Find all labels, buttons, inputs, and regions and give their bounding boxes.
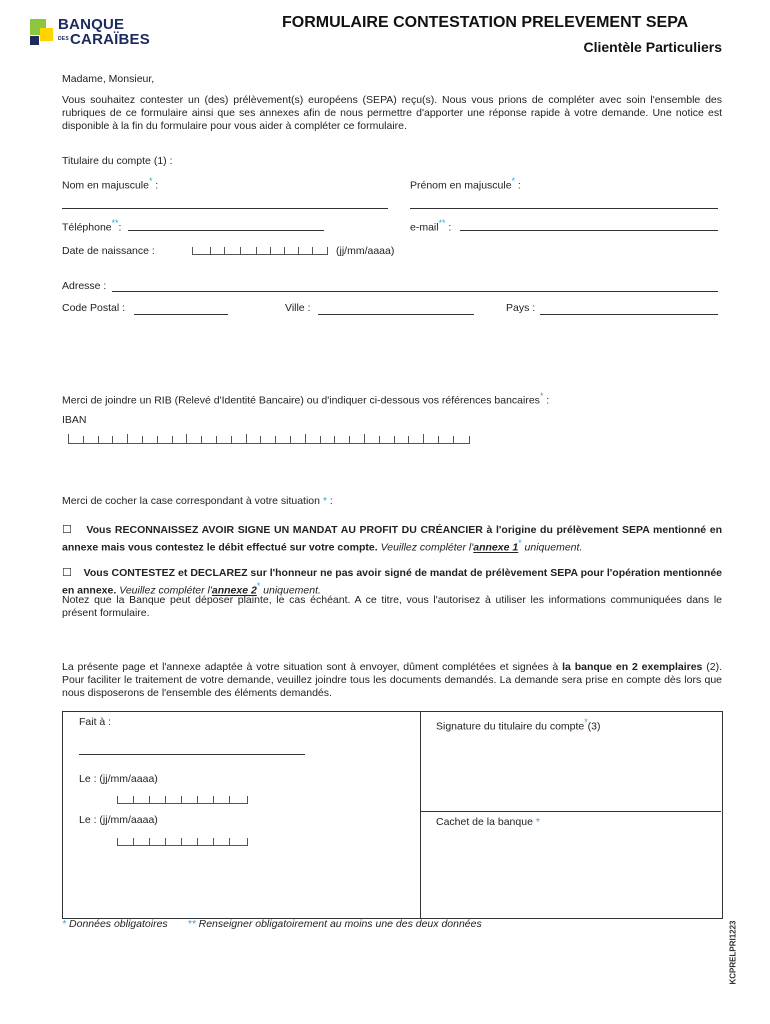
rib-instruction-text: Merci de joindre un RIB (Relevé d'Identité Bancaire) ou d'indiquer ci-dessous vos références bancaires [62,394,540,407]
iban-char-box[interactable] [379,436,395,444]
required-marker: * [539,391,544,401]
one-of-two-marker: ** [438,218,446,228]
option-1-checkbox[interactable]: ☐ [62,523,72,536]
code-postal-field[interactable] [134,314,228,315]
label-colon: : [152,179,159,192]
iban-char-box[interactable] [216,436,232,444]
label-colon: : [118,221,122,234]
label-colon: : [326,495,333,507]
option-1 [62,523,722,555]
brand-line1: BANQUE [58,16,125,33]
iban-char-box[interactable] [83,436,99,444]
dob-label: Date de naissance : [62,245,155,257]
option-1-instruction: Veuillez compléter l' [380,541,474,554]
iban-char-box[interactable] [320,436,336,444]
email-label [410,218,451,234]
intro-paragraph: Vous souhaitez contester un (des) prélèvement(s) européens (SEPA) reçu(s). Nous vous prions de compléter avec soin l'ensemble des rubriques de ce formulaire ainsi que ses annexes afin de nous permettre d'apporter une réponse rapide à votre demande. Une notice est disponible à la fin du formulaire pour vous aider à compléter ce formulaire. [62,94,722,132]
sending-part2: (2). Pour faciliter le traitement de votre demande, veuillez joindre tous les documents demandés. La demande sera prise en compte dès lors que nous disposerons de l'ensemble des éléments demandés. [62,661,722,699]
option-2-instruction: Veuillez compléter l' [119,584,212,597]
signature-table [62,711,723,919]
iban-char-box[interactable] [186,434,202,444]
iban-char-box[interactable] [438,436,454,444]
option-2-checkbox[interactable]: ☐ [62,566,72,579]
table-divider-horizontal [421,811,721,812]
iban-char-box[interactable] [290,436,306,444]
sending-bold: la banque en 2 exemplaires [562,661,703,673]
rib-instruction [62,391,549,407]
iban-char-box[interactable] [231,436,247,444]
iban-char-box[interactable] [98,436,114,444]
iban-char-box[interactable] [127,434,143,444]
table-divider-vertical [420,711,421,918]
telephone-label [62,218,121,234]
situation-instruction-text: Merci de cocher la case correspondant à votre situation [62,495,320,507]
cachet-label-text: Cachet de la banque [436,816,533,828]
logo-yellow-square [40,28,53,41]
nom-label-text: Nom en majuscule [62,179,149,192]
required-marker: * [584,717,588,727]
form-subtitle: Clientèle Particuliers [583,39,722,55]
adresse-label: Adresse : [62,280,107,292]
code-postal-label: Code Postal : [62,302,126,314]
complaint-note: Notez que la Banque peut déposer plainte, le cas échéant. A ce titre, vous l'autorisez à utiliser les informations communiquées dans le présent formulaire. [62,594,722,619]
required-marker: * [62,918,67,930]
option-2-end: uniquement. [263,584,321,597]
cachet-label [436,816,540,828]
iban-char-box[interactable] [394,436,410,444]
label-colon: : [514,179,521,192]
iban-char-box[interactable] [334,436,350,444]
required-marker: * [256,581,261,591]
annex-1-ref: annexe 1 [473,541,519,554]
dob-format: (jj/mm/aaaa) [336,245,395,257]
signature-ref: (3) [587,720,601,733]
required-marker: * [322,495,327,507]
date1-label: Le : (jj/mm/aaaa) [79,773,158,785]
telephone-label-text: Téléphone [62,221,112,234]
required-marker: * [535,816,540,828]
iban-char-box[interactable] [260,436,276,444]
situation-instruction [62,495,333,507]
iban-char-box[interactable] [305,434,321,444]
sending-part1: La présente page et l'annexe adaptée à votre situation sont à envoyer, dûment complétées et signées à [62,661,563,673]
iban-char-box[interactable] [364,434,380,444]
required-marker: * [518,538,522,548]
footer-notes [62,918,482,930]
brand-line2: CARAÏBES [70,31,150,48]
annex-2-ref: annexe 2 [211,584,257,597]
iban-char-box[interactable] [246,434,262,444]
required-marker: * [511,176,515,186]
sending-instructions [62,661,722,700]
prenom-label [410,176,521,192]
pays-label: Pays : [506,302,536,314]
document-code: KCPRELPRI1223 [728,920,738,985]
option-1-end: uniquement. [524,541,583,554]
iban-char-box[interactable] [423,434,439,444]
signature-label [436,717,601,733]
label-colon: : [445,221,452,234]
logo-navy-square [30,36,39,45]
fait-a-field[interactable] [79,754,305,755]
form-title: FORMULAIRE CONTESTATION PRELEVEMENT SEPA [282,14,689,31]
brand-line2-prefix: DES [58,36,69,42]
prenom-field[interactable] [410,208,718,209]
adresse-field[interactable] [112,291,718,292]
option-2-text: Vous CONTESTEZ et DECLAREZ sur l'honneur ne pas avoir signé de mandat de prélèvement SEPA pour l'opération mentionnée en annexe. [62,567,722,597]
iban-char-box[interactable] [68,434,84,444]
salutation: Madame, Monsieur, [62,73,155,85]
email-label-text: e-mail [410,221,439,234]
iban-char-box[interactable] [349,436,365,444]
option-1-text: Vous RECONNAISSEZ AVOIR SIGNE UN MANDAT AU PROFIT DU CRÉANCIER à l'origine du prélèvement SEPA mentionné en annexe mais vous contestez le débit effectué sur votre compte. [62,524,723,554]
date2-label: Le : (jj/mm/aaaa) [79,814,158,826]
telephone-field[interactable] [128,230,324,231]
fait-a-label: Fait à : [79,716,112,728]
iban-char-box[interactable] [453,436,470,444]
one-of-two-marker: ** [111,218,119,228]
nom-label [62,176,158,192]
signature-label-text: Signature du titulaire du compte [436,720,585,733]
required-marker: * [148,176,153,186]
holder-heading: Titulaire du compte (1) : [62,155,173,167]
iban-char-box[interactable] [201,436,217,444]
option-2 [62,566,722,598]
nom-field[interactable] [62,208,388,209]
iban-char-box[interactable] [172,436,188,444]
iban-char-box[interactable] [408,436,424,444]
footer-note-2: Renseigner obligatoirement au moins une des deux données [198,918,482,930]
footer-note-1: Données obligatoires [69,918,168,930]
iban-label: IBAN [62,414,87,426]
prenom-label-text: Prénom en majuscule [410,179,512,192]
email-field[interactable] [460,230,718,231]
ville-field[interactable] [318,314,474,315]
iban-char-box[interactable] [275,436,291,444]
pays-field[interactable] [540,314,718,315]
iban-char-box[interactable] [157,436,173,444]
one-of-two-marker: ** [187,918,196,930]
ville-label: Ville : [285,302,311,314]
iban-char-box[interactable] [112,436,128,444]
label-colon: : [543,394,550,407]
iban-char-box[interactable] [142,436,158,444]
